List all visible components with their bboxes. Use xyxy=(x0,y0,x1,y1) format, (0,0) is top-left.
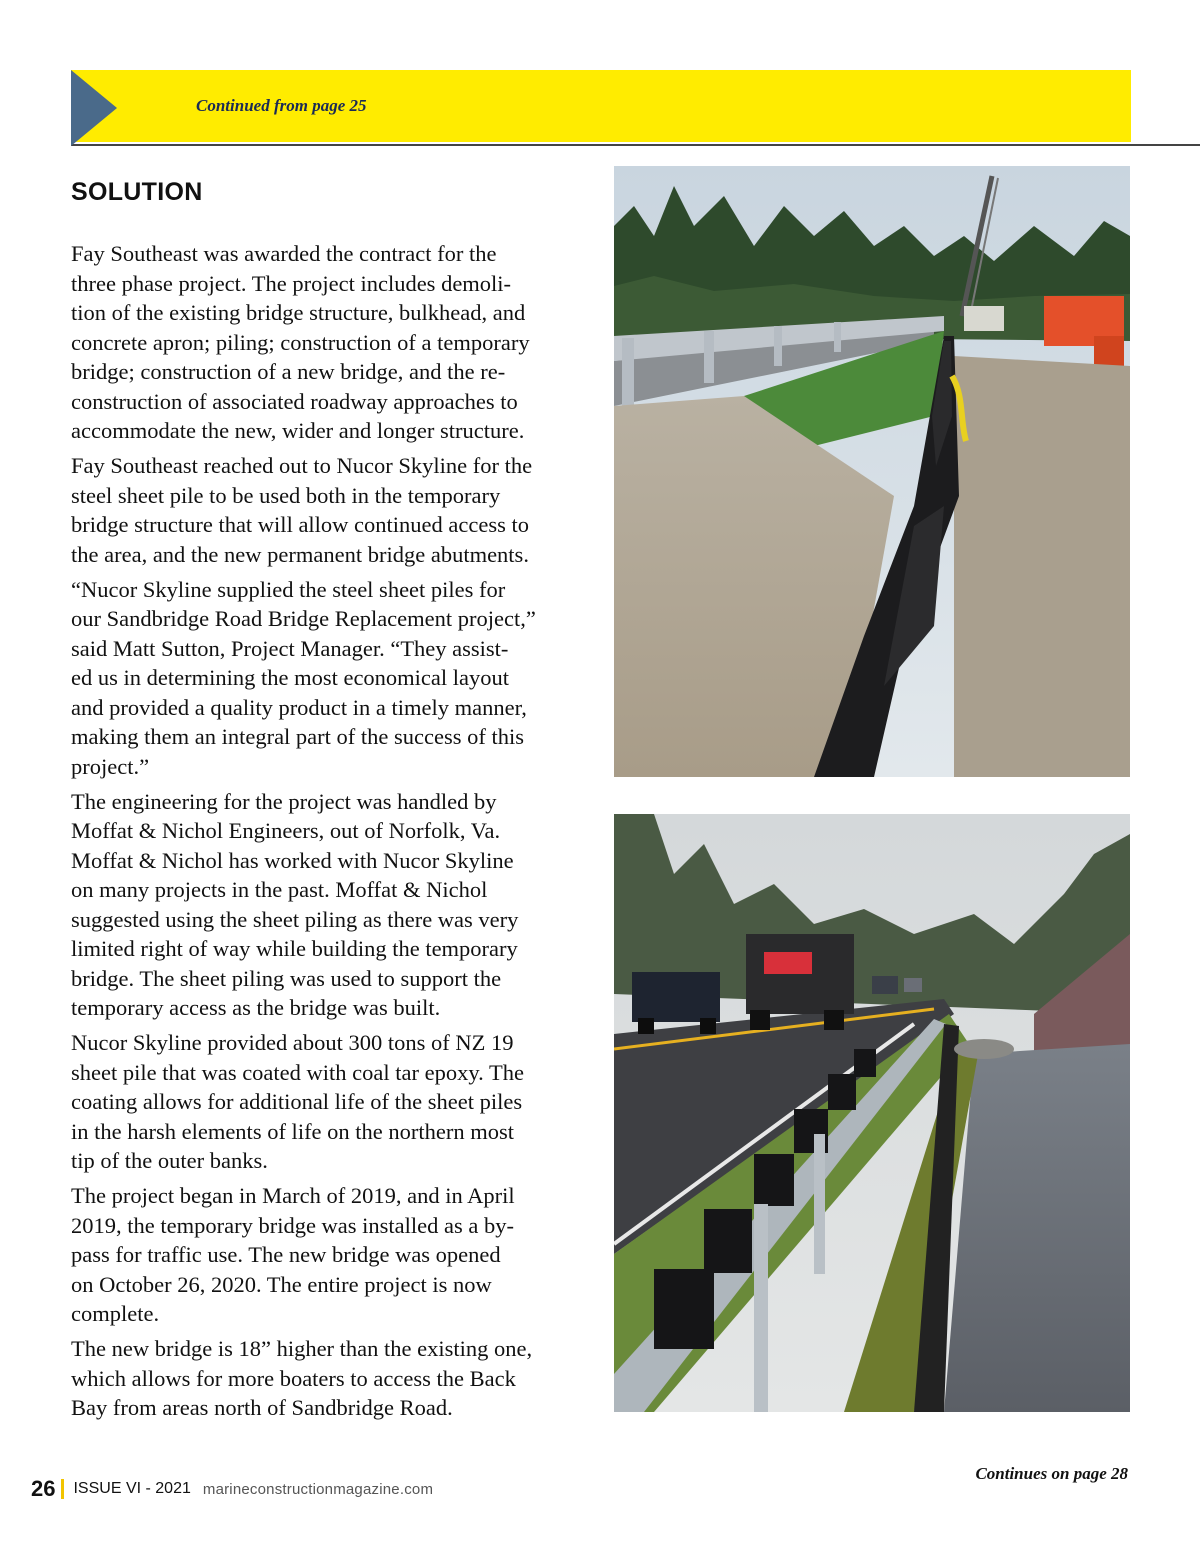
text-line: the area, and the new permanent bridge abutments. xyxy=(71,541,529,567)
text-line: which allows for more boaters to access the Back xyxy=(71,1365,516,1391)
paragraph-7 xyxy=(71,1334,583,1423)
text-line: sheet pile that was coated with coal tar epoxy. The xyxy=(71,1059,524,1085)
text-line: The project began in March of 2019, and in April xyxy=(71,1183,515,1208)
article-body xyxy=(71,239,583,1428)
page-number: 26 xyxy=(31,1476,56,1501)
paragraph-2 xyxy=(71,451,583,569)
text-line: steel sheet pile to be used both in the temporary xyxy=(71,482,501,508)
text-line: on many projects in the past. Moffat & Nichol xyxy=(71,877,488,902)
text-line: Moffat & Nichol Engineers, out of Norfolk, Va. xyxy=(71,818,501,843)
text-line: in the harsh elements of life on the northern most xyxy=(71,1118,515,1144)
text-line: Bay from areas north of Sandbridge Road. xyxy=(71,1395,453,1420)
paragraph-1 xyxy=(71,239,583,446)
text-line: and provided a quality product in a timely manner, xyxy=(71,694,527,720)
text-line: 2019, the temporary bridge was installed as a by- xyxy=(71,1212,515,1238)
text-line: accommodate the new, wider and longer structure. xyxy=(71,418,525,443)
completed-bridge-photo xyxy=(614,814,1130,1412)
text-line: limited right of way while building the temporary xyxy=(71,936,518,961)
text-line: Moffat & Nichol has worked with Nucor Skyline xyxy=(71,847,514,873)
text-line: Nucor Skyline provided about 300 tons of NZ 19 xyxy=(71,1030,514,1055)
header-rule xyxy=(71,144,1200,146)
text-line: making them an integral part of the success of this xyxy=(71,724,524,749)
text-line: tion of the existing bridge structure, bulkhead, and xyxy=(71,300,526,325)
text-line: concrete apron; piling; construction of a temporary xyxy=(71,329,530,355)
text-line: bridge structure that will allow continued access to xyxy=(71,512,529,537)
text-line: said Matt Sutton, Project Manager. “They assist- xyxy=(71,635,509,661)
text-line: The new bridge is 18” higher than the existing one, xyxy=(71,1336,533,1361)
section-heading: SOLUTION xyxy=(71,178,203,206)
continued-from-label: Continued from page 25 xyxy=(196,96,367,115)
page-footer xyxy=(31,1476,433,1502)
footer-separator xyxy=(61,1479,64,1499)
text-line: The engineering for the project was handled by xyxy=(71,788,497,814)
text-line: pass for traffic use. The new bridge was opened xyxy=(71,1242,501,1267)
text-line: construction of associated roadway approaches to xyxy=(71,388,518,414)
paragraph-5 xyxy=(71,1028,583,1176)
chevron-right-icon xyxy=(71,70,117,146)
text-line: suggested using the sheet piling as there was very xyxy=(71,906,519,932)
paragraph-3 xyxy=(71,575,583,782)
text-line: bridge. The sheet piling was used to support the xyxy=(71,965,502,991)
text-line: tip of the outer banks. xyxy=(71,1148,268,1173)
paragraph-4 xyxy=(71,787,583,1023)
text-line: ed us in determining the most economical layout xyxy=(71,665,510,690)
text-line: coating allows for additional life of the sheet piles xyxy=(71,1089,523,1114)
text-line: Fay Southeast was awarded the contract for the xyxy=(71,241,497,266)
issue-label: ISSUE VI - 2021 xyxy=(73,1480,191,1497)
text-line: bridge; construction of a new bridge, and the re- xyxy=(71,359,506,384)
paragraph-6 xyxy=(71,1181,583,1329)
continues-on-label: Continues on page 28 xyxy=(975,1464,1128,1483)
sheet-pile-installation-photo xyxy=(614,166,1130,777)
text-line: project.” xyxy=(71,753,150,779)
website-link[interactable]: marineconstructionmagazine.com xyxy=(202,1480,434,1498)
text-line: Fay Southeast reached out to Nucor Skyline for the xyxy=(71,453,533,478)
text-line: our Sandbridge Road Bridge Replacement project,” xyxy=(71,606,536,631)
text-line: three phase project. The project includes demoli- xyxy=(71,270,512,296)
text-line: on October 26, 2020. The entire project is now xyxy=(71,1271,492,1297)
text-line: temporary access as the bridge was built. xyxy=(71,995,441,1020)
text-line: “Nucor Skyline supplied the steel sheet piles for xyxy=(71,576,506,602)
text-line: complete. xyxy=(71,1301,160,1326)
